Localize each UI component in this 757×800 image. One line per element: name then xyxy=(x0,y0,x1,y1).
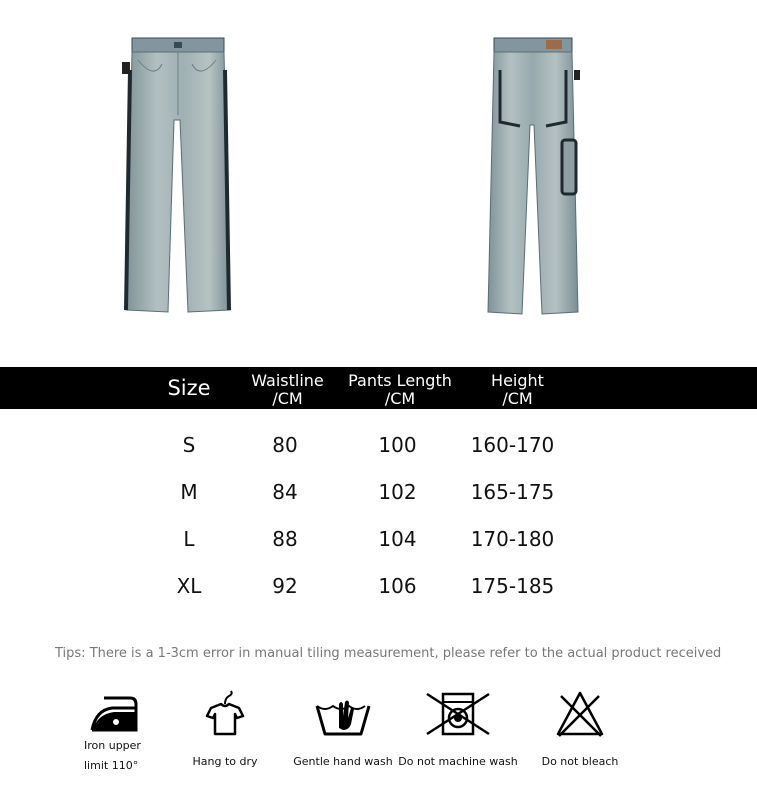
table-row xyxy=(0,519,757,559)
table-row xyxy=(0,472,757,512)
cell-size: XL xyxy=(176,574,202,598)
table-row xyxy=(0,566,757,606)
header-pants-length xyxy=(340,372,460,408)
cell-size: L xyxy=(183,527,195,551)
cell-waistline: 88 xyxy=(272,527,298,551)
table-row xyxy=(0,425,757,465)
iron-icon xyxy=(78,690,144,736)
cell-waistline: 80 xyxy=(272,433,298,457)
care-hang xyxy=(180,690,270,772)
care-iron-line1: Iron upper xyxy=(84,739,141,752)
care-no-machine-wash xyxy=(398,690,518,772)
cell-pants-length: 104 xyxy=(378,527,417,551)
care-iron xyxy=(72,690,150,776)
care-no-bleach-label: Do not bleach xyxy=(541,755,619,768)
cell-height: 175-185 xyxy=(470,574,555,598)
care-hand-wash-label: Gentle hand wash xyxy=(293,755,393,768)
cell-height: 170-180 xyxy=(470,527,555,551)
care-no-machine-wash-label: Do not machine wash xyxy=(398,755,518,768)
cell-pants-length: 100 xyxy=(378,433,417,457)
header-height xyxy=(470,372,565,408)
care-no-bleach xyxy=(535,690,625,772)
no-bleach-icon xyxy=(555,690,605,738)
size-chart-header xyxy=(0,367,757,409)
cell-waistline: 92 xyxy=(272,574,298,598)
care-iron-label xyxy=(72,736,164,776)
hang-shirt-icon xyxy=(203,690,247,742)
header-waistline-label: Waistline xyxy=(251,371,324,390)
care-iron-line2: limit 110° xyxy=(84,759,139,772)
jeans-back-image xyxy=(482,30,582,320)
header-waistline-unit: /CM xyxy=(272,389,303,408)
cell-pants-length: 106 xyxy=(378,574,417,598)
header-height-unit: /CM xyxy=(502,389,533,408)
measurement-tip: Tips: There is a 1-3cm error in manual tiling measurement, please refer to the actual product received xyxy=(55,646,722,661)
header-pants-length-label: Pants Length xyxy=(348,371,452,390)
header-pants-length-unit: /CM xyxy=(384,389,416,408)
cell-size: M xyxy=(180,480,198,504)
care-hang-label: Hang to dry xyxy=(192,755,258,768)
jeans-front-image xyxy=(118,30,236,320)
care-hand-wash xyxy=(290,690,396,772)
cell-pants-length: 102 xyxy=(378,480,417,504)
header-height-label: Height xyxy=(491,371,544,390)
header-size: Size xyxy=(167,376,211,400)
no-machine-wash-icon xyxy=(423,690,493,738)
hand-wash-icon xyxy=(313,690,373,740)
header-waistline xyxy=(240,372,335,408)
cell-size: S xyxy=(182,433,196,457)
cell-height: 160-170 xyxy=(470,433,555,457)
cell-height: 165-175 xyxy=(470,480,555,504)
cell-waistline: 84 xyxy=(272,480,298,504)
